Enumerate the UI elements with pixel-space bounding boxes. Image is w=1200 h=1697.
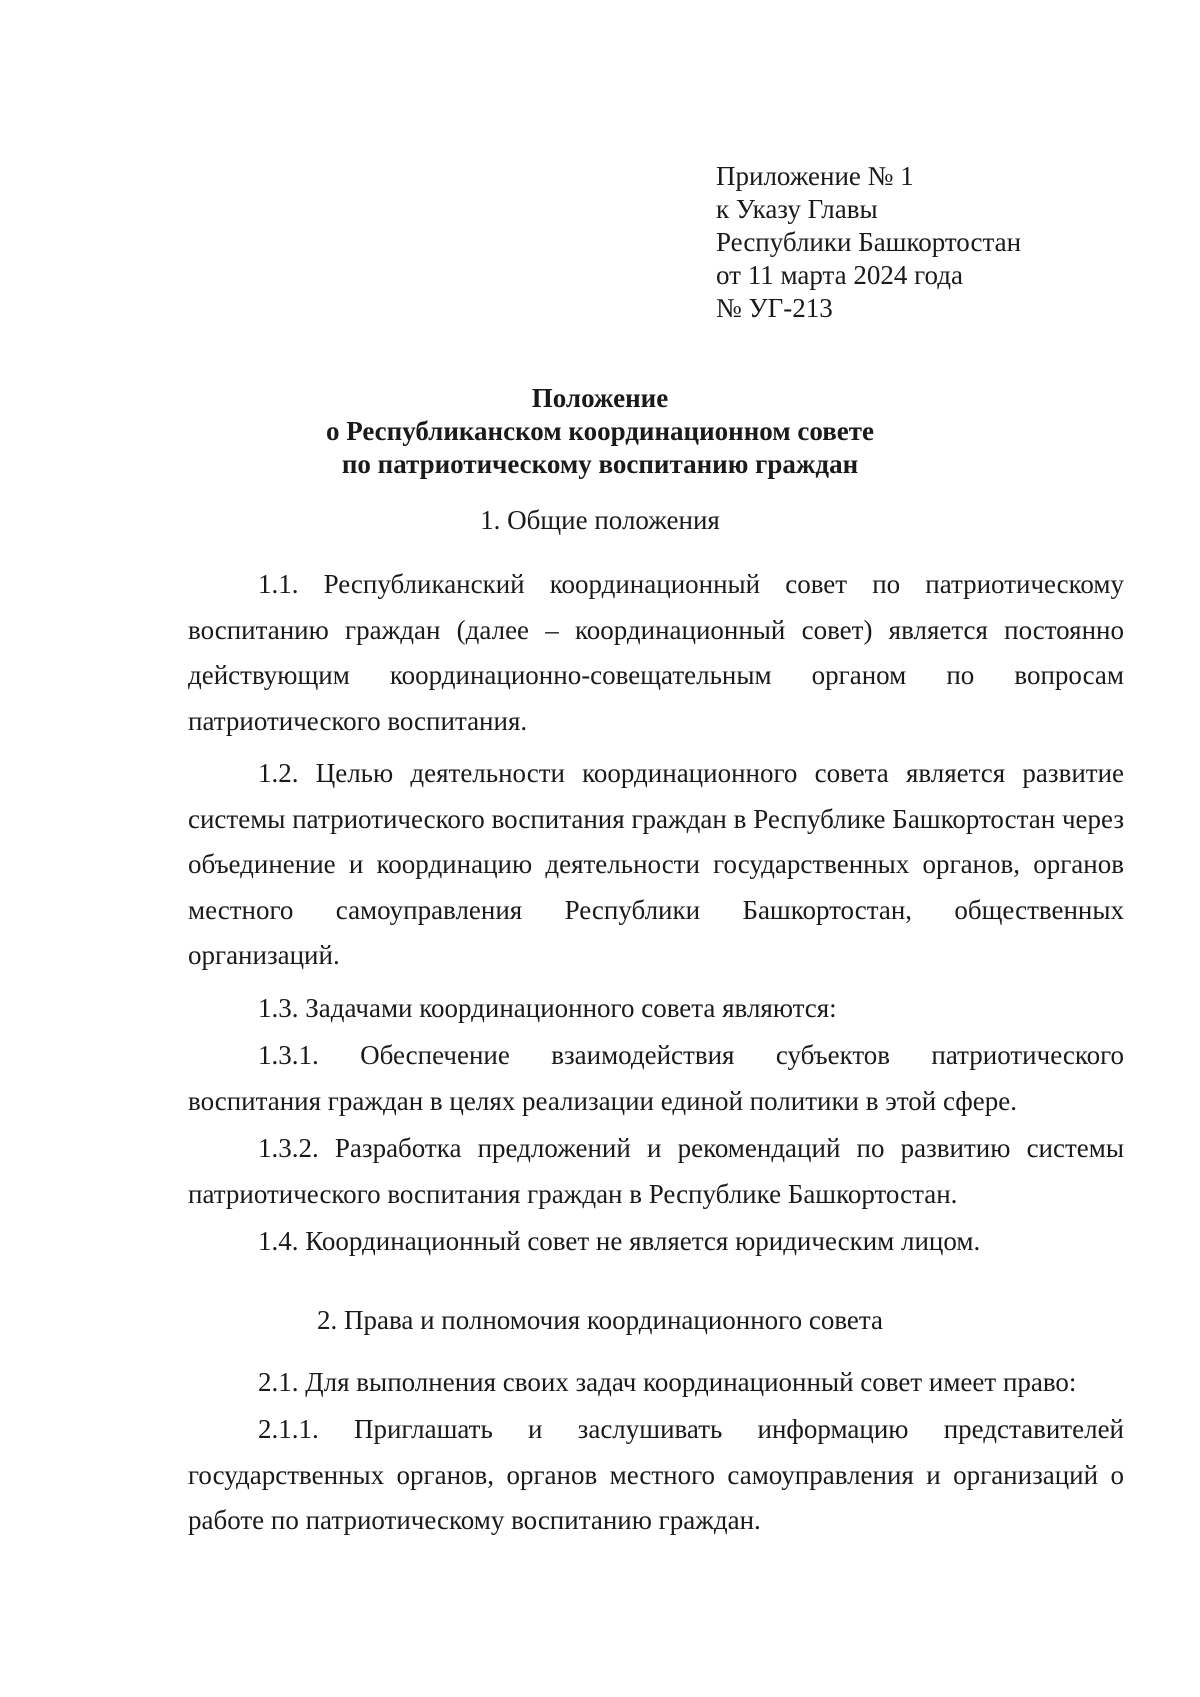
section-1-heading: 1. Общие положения (480, 505, 720, 535)
paragraph-2-1: 2.1. Для выполнения своих задач координационный совет имеет право: (258, 1367, 1077, 1397)
annex-line-4: от 11 марта 2024 года (716, 260, 963, 290)
annex-line-2: к Указу Главы (716, 194, 878, 224)
paragraph-1-4: 1.4. Координационный совет не является юридическим лицом. (258, 1226, 981, 1256)
title-line-3: по патриотическому воспитанию граждан (341, 449, 859, 479)
title-line-2: о Республиканском координационном совете (325, 416, 875, 446)
paragraph-1-3-1: 1.3.1. Обеспечение взаимодействия субъектов патриотического воспитания граждан в целях реализации единой политики в этой сфере. (188, 1040, 1124, 1116)
paragraph-1-2: 1.2. Целью деятельности координационного совета является развитие системы патриотического воспитания граждан в Республике Башкортостан через объединение и координацию деятельности государственных органов, органов местного самоуправления Республики Башкортостан, общественных организаций. (188, 758, 1124, 970)
title-line-1: Положение (531, 383, 669, 413)
paragraph-2-1-1: 2.1.1. Приглашать и заслушивать информацию представителей государственных органов, органов местного самоуправления и организаций о работе по патриотическому воспитанию граждан. (188, 1414, 1124, 1535)
section-2-heading: 2. Права и полномочия координационного совета (316, 1305, 884, 1335)
paragraph-1-3-2: 1.3.2. Разработка предложений и рекомендаций по развитию системы патриотического воспитания граждан в Республике Башкортостан. (188, 1133, 1124, 1209)
annex-line-3: Республики Башкортостан (716, 227, 1022, 257)
document-title (0, 382, 1200, 481)
paragraph-1-3: 1.3. Задачами координационного совета являются: (258, 993, 837, 1023)
annex-line-5: № УГ-213 (716, 293, 833, 323)
annex-block (716, 160, 1021, 325)
paragraph-1-1: 1.1. Республиканский координационный совет по патриотическому воспитанию граждан (далее – координационный совет) является постоянно действующим координационно-совещательным органом по вопросам патриотического воспитания. (188, 569, 1124, 736)
annex-line-1: Приложение № 1 (716, 161, 914, 191)
